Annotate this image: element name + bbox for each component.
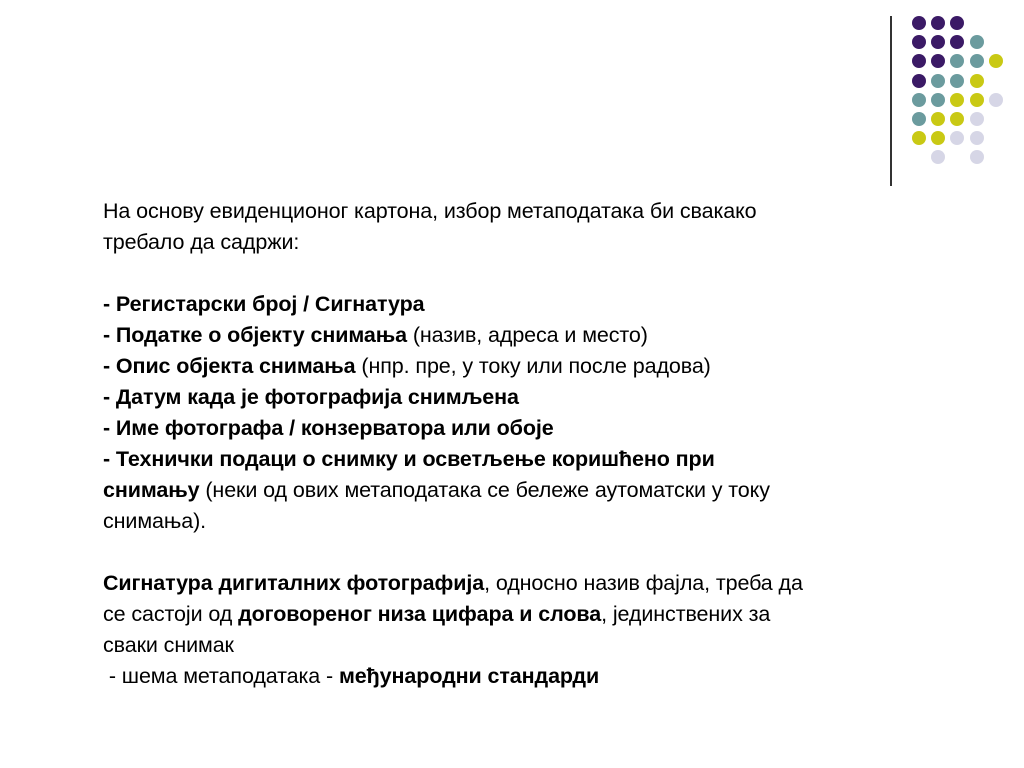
spacer — [103, 537, 963, 568]
dot-purple — [912, 16, 926, 30]
signature-line-2-rest: , јединствених за — [601, 602, 771, 626]
metadata-scheme-pre: - шема метаподатака - — [103, 664, 339, 688]
intro-line-2: требало да садржи: — [103, 230, 300, 254]
dot-teal — [931, 74, 945, 88]
list-item-technical-label-2: снимању — [103, 478, 200, 502]
dot-olive — [989, 54, 1003, 68]
list-item-object-data — [103, 320, 963, 351]
dot-purple — [912, 54, 926, 68]
list-item-date-label: - Датум када је фотографија снимљена — [103, 385, 519, 409]
dot-lavender — [970, 150, 984, 164]
dot-olive — [912, 131, 926, 145]
list-item-object-description — [103, 351, 963, 382]
list-item-technical-label-1: - Технички подаци о снимку и осветљење коришћено при — [103, 447, 715, 471]
dot-purple — [912, 35, 926, 49]
dot-olive — [931, 131, 945, 145]
dot-olive — [950, 93, 964, 107]
dot-teal — [950, 54, 964, 68]
dot-teal — [970, 35, 984, 49]
dot-olive — [950, 112, 964, 126]
dot-purple — [950, 16, 964, 30]
dot-purple — [912, 74, 926, 88]
dot-lavender — [950, 131, 964, 145]
list-item-technical-line-1 — [103, 444, 963, 475]
signature-line-2-pre: се састоји од — [103, 602, 239, 626]
list-item-photographer-label: - Име фотографа / конзерватора или обоје — [103, 416, 554, 440]
signature-line-2-bold: договореног низа цифара и слова — [238, 602, 602, 626]
dot-teal — [912, 93, 926, 107]
dot-lavender — [970, 131, 984, 145]
list-item-object-description-label: - Опис објекта снимања — [103, 354, 356, 378]
signature-line-1-rest: , односно назив фајла, треба да — [484, 571, 803, 595]
list-item-technical-detail: (неки од ових метаподатака се бележе аутоматски у току — [199, 478, 770, 502]
dot-purple — [931, 54, 945, 68]
list-item-object-description-detail: (нпр. пре, у току или после радова) — [355, 354, 711, 378]
list-item-registration — [103, 289, 963, 320]
dot-grid-decoration — [0, 0, 1024, 200]
dot-purple — [931, 35, 945, 49]
list-item-technical-line-2 — [103, 475, 963, 506]
list-item-technical-line-3: снимања). — [103, 509, 207, 533]
metadata-scheme-line — [103, 661, 963, 692]
dot-purple — [931, 16, 945, 30]
list-item-object-data-label: - Податке о објекту снимања — [103, 323, 407, 347]
dot-teal — [931, 93, 945, 107]
dot-lavender — [970, 112, 984, 126]
dot-purple — [950, 35, 964, 49]
list-item-registration-label: - Регистарски број / Сигнатура — [103, 292, 425, 316]
slide-body — [103, 196, 963, 692]
dot-olive — [970, 74, 984, 88]
intro-line-1: На основу евиденционог картона, избор метаподатака би свакако — [103, 199, 757, 223]
metadata-scheme-standards: међународни стандарди — [338, 664, 600, 688]
vertical-divider — [890, 16, 892, 186]
dot-teal — [950, 74, 964, 88]
signature-line-1 — [103, 568, 963, 599]
signature-line-2 — [103, 599, 963, 630]
list-item-date — [103, 382, 963, 413]
dot-olive — [970, 93, 984, 107]
list-item-object-data-detail: (назив, адреса и место) — [406, 323, 648, 347]
list-item-photographer — [103, 413, 963, 444]
signature-heading: Сигнатура дигиталних фотографија — [103, 571, 485, 595]
dot-teal — [970, 54, 984, 68]
spacer — [103, 258, 963, 289]
dot-lavender — [989, 93, 1003, 107]
signature-line-3: сваки снимак — [103, 633, 234, 657]
dot-lavender — [931, 150, 945, 164]
dot-olive — [931, 112, 945, 126]
dot-teal — [912, 112, 926, 126]
